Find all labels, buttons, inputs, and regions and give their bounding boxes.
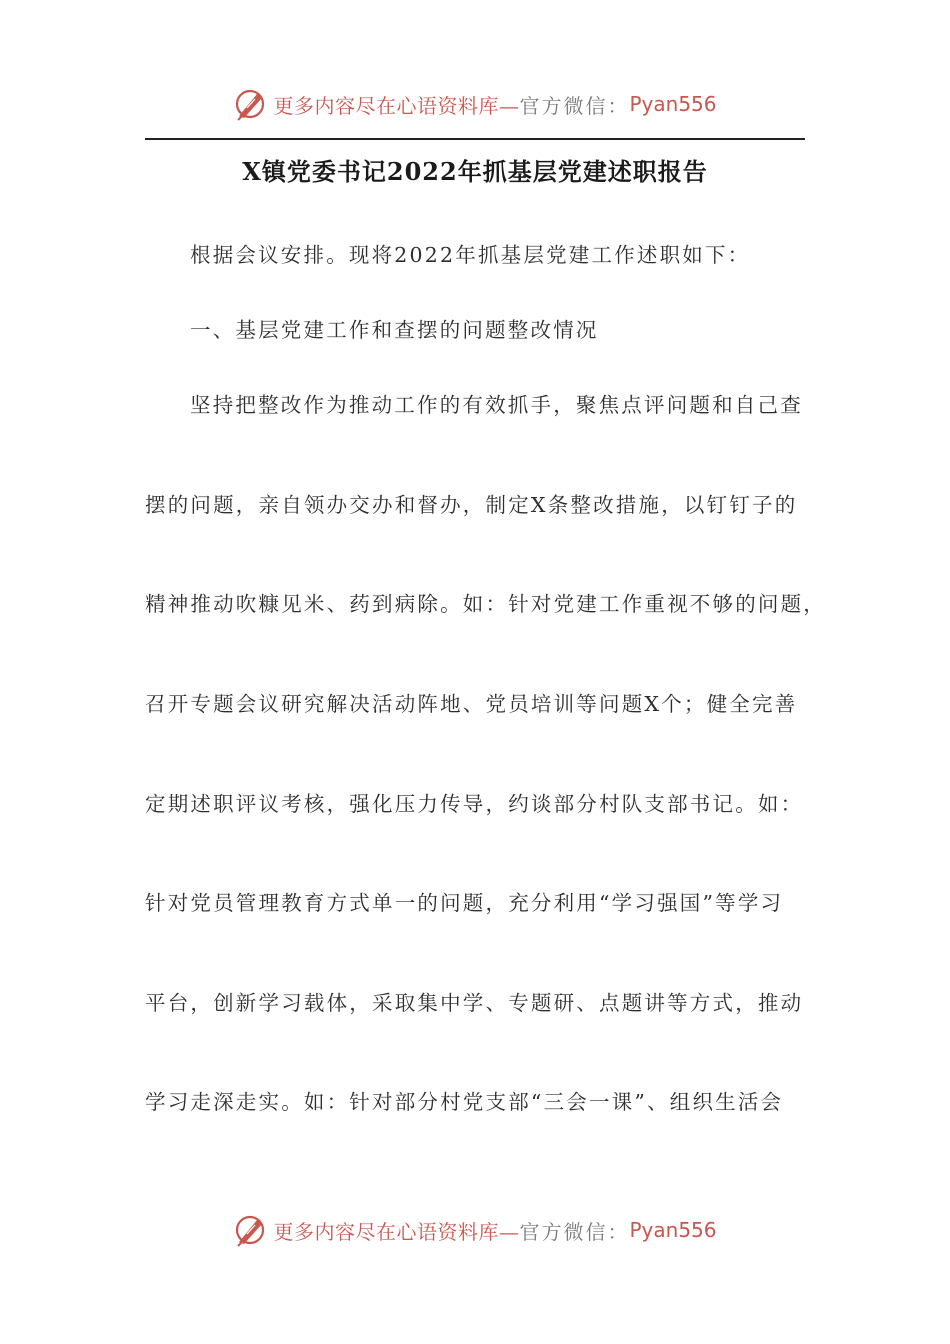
body-line: 摆的问题，亲自领办交办和督办，制定X条整改措施，以钉钉子的 [145, 493, 798, 517]
header-divider [145, 138, 805, 140]
body-line: 针对党员管理教育方式单一的问题，充分利用“学习强国”等学习 [145, 891, 784, 915]
body-line: 坚持把整改作为推动工作的有效抓手，聚焦点评问题和自己查 [190, 393, 803, 417]
pen-logo-icon [233, 86, 269, 122]
header-banner [0, 82, 950, 126]
body-line: 学习走深走实。如：针对部分村党支部“三会一课”、组织生活会 [145, 1090, 784, 1114]
body-line: 定期述职评议考核，强化压力传导，约谈部分村队支部书记。如： [145, 792, 804, 816]
intro-paragraph: 根据会议安排。现将2022年抓基层党建工作述职如下： [190, 243, 751, 267]
body-line: 平台，创新学习载体，采取集中学、专题研、点题讲等方式，推动 [145, 991, 804, 1015]
body-line: 精神推动吹糠见米、药到病除。如：针对党建工作重视不够的问题， [145, 592, 826, 616]
document-title: X镇党委书记2022年抓基层党建述职报告 [242, 157, 708, 186]
banner-wechat-id: Pyan556 [629, 92, 717, 116]
banner-wechat-id: Pyan556 [629, 1218, 717, 1242]
banner-wechat-label: 官方微信： [519, 93, 630, 118]
section-heading: 一、基层党建工作和查摆的问题整改情况 [190, 318, 599, 342]
banner-text: 更多内容尽在心语资料库— [273, 1219, 520, 1244]
banner-wechat-label: 官方微信： [519, 1219, 630, 1244]
footer-banner [0, 1208, 950, 1252]
pen-logo-icon [233, 1212, 269, 1248]
body-line: 召开专题会议研究解决活动阵地、党员培训等问题X个；健全完善 [145, 692, 798, 716]
banner-text: 更多内容尽在心语资料库— [273, 93, 520, 118]
